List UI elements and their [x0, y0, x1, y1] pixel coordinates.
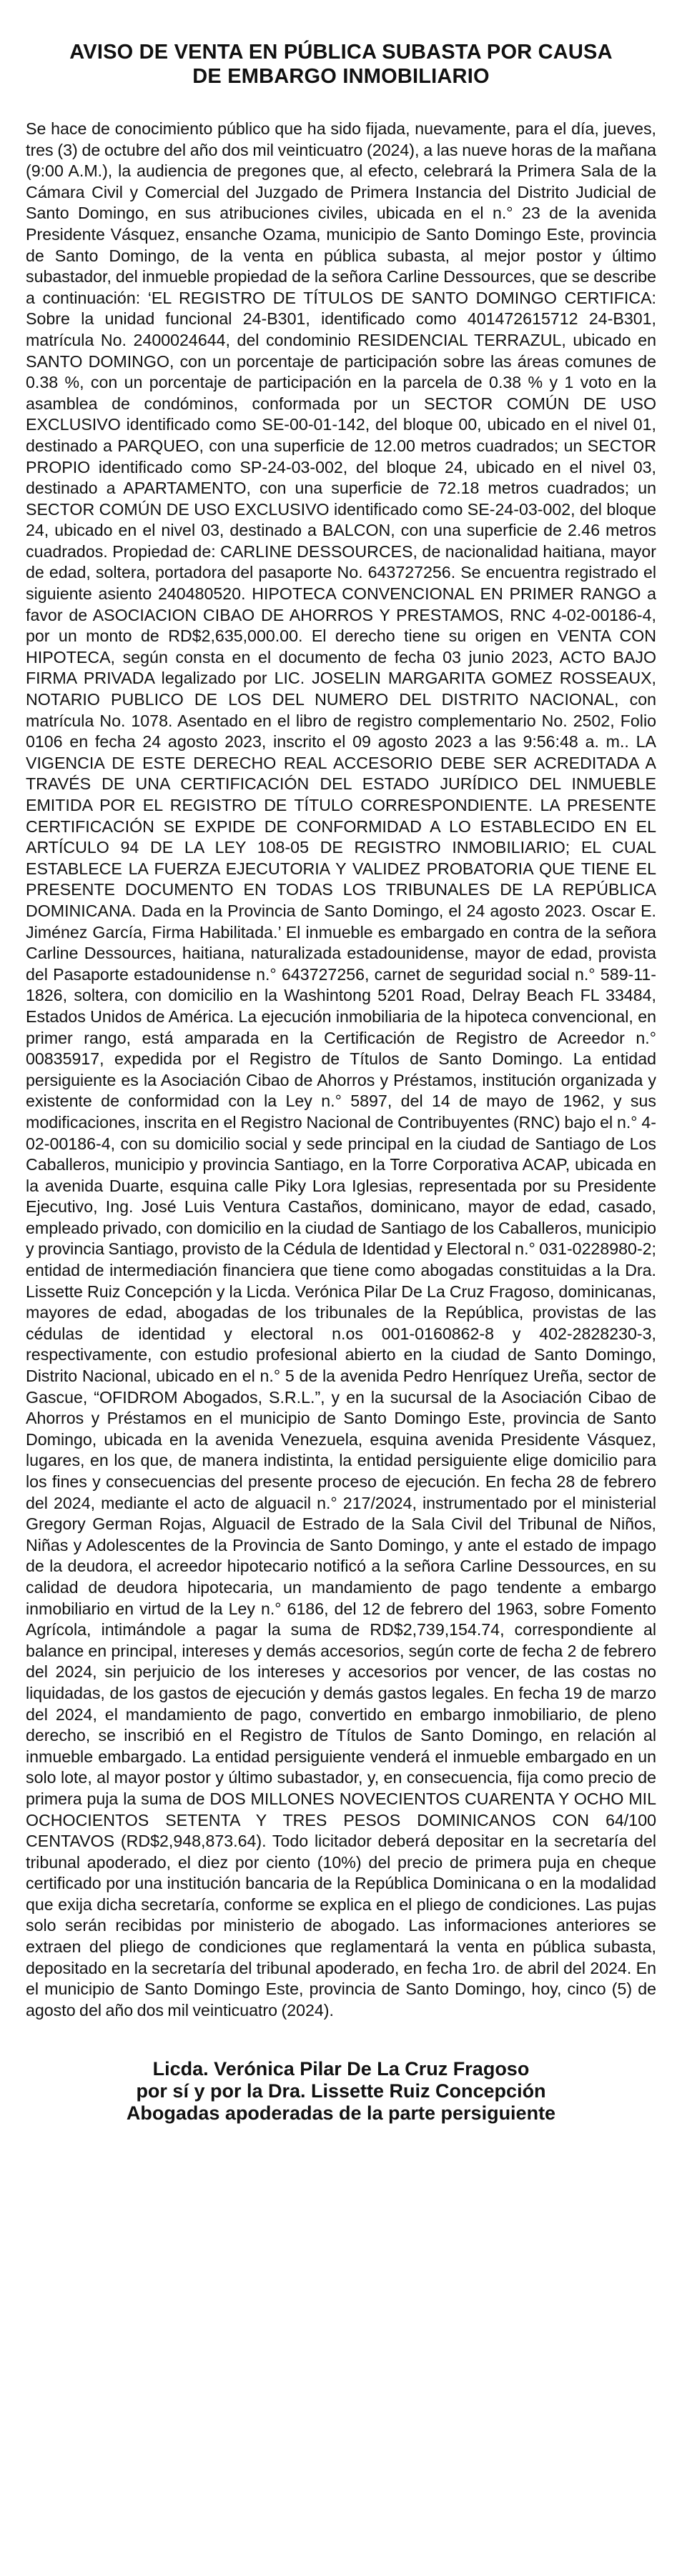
notice-body: Se hace de conocimiento público que ha sido fijada, nuevamente, para el día, jueves, tres (3) de octubre del año dos mil veinticuatro (2024), a las nueve horas de la mañana (9:00 A.M.), la audiencia de pregones que, al efecto, celebrará la Primera Sala de la Cámara Civil y Comercial del Juzgado de Primera Instancia del Distrito Judicial de Santo Domingo, en sus atribuciones civiles, ubicada en el n.° 23 de la avenida Presidente Vásquez, ensanche Ozama, municipio de Santo Domingo Este, provincia de Santo Domingo, de la venta en pública subasta, al mejor postor y último subastador, del inmueble propiedad de la señora Carline Dessources, que se describe a continuación: ‘EL REGISTRO DE TÍTULOS DE SANTO DOMINGO CERTIFICA: Sobre la unidad funcional 24-B301, identificado como 401472615712 24-B301, matrícula No. 2400024644, del condominio RESIDENCIAL TERRAZUL, ubicado en SANTO DOMINGO, con un porcentaje de participación sobre las áreas comunes de 0.38 %, con un porcentaje de participación en la parcela de 0.38 % y 1 voto en la asamblea de condóminos, conformada por un SECTOR COMÚN DE USO EXCLUSIVO identificado como SE-00-01-142, del bloque 00, ubicado en el nivel 01, destinado a PARQUEO, con una superficie de 12.00 metros cuadrados; un SECTOR PROPIO identificado como SP-24-03-002, del bloque 24, ubicado en el nivel 03, destinado a APARTAMENTO, con una superficie de 72.18 metros cuadrados; un SECTOR COMÚN DE USO EXCLUSIVO identificado como SE-24-03-002, del bloque 24, ubicado en el nivel 03, destinado a BALCON, con una superficie de 2.46 metros cuadrados. Propiedad de: CARLINE DESSOURCES, de nacionalidad haitiana, mayor de edad, soltera, portadora del pasaporte No. 643727256. Se encuentra registrado el siguiente asiento 240480520. HIPOTECA CONVENCIONAL EN PRIMER RANGO a favor de ASOCIACION CIBAO DE AHORROS Y PRESTAMOS, RNC 4-02-00186-4, por un monto de RD$2,635,000.00. El derecho tiene su origen en VENTA CON HIPOTECA, según consta en el documento de fecha 03 junio 2023, ACTO BAJO FIRMA PRIVADA legalizado por LIC. JOSELIN MARGARITA GOMEZ ROSSEAUX, NOTARIO PUBLICO DE LOS DEL NUMERO DEL DISTRITO NACIONAL, con matrícula No. 1078. Asentado en el libro de registro complementario No. 2502, Folio 0106 en fecha 24 agosto 2023, inscrito el 09 agosto 2023 a las 9:56:48 a. m.. LA VIGENCIA DE ESTE DERECHO REAL ACCESORIO DEBE SER ACREDITADA A TRAVÉS DE UNA CERTIFICACIÓN DEL ESTADO JURÍDICO DEL INMUEBLE EMITIDA POR EL REGISTRO DE TÍTULO CORRESPONDIENTE. LA PRESENTE CERTIFICACIÓN SE EXPIDE DE CONFORMIDAD A LO ESTABLECIDO EN EL ARTÍCULO 94 DE LA LEY 108-05 DE REGISTRO INMOBILIARIO; EL CUAL ESTABLECE LA FUERZA EJECUTORIA Y VALIDEZ PROBATORIA QUE TIENE EL PRESENTE DOCUMENTO EN TODAS LOS TRIBUNALES DE LA REPÚBLICA DOMINICANA. Dada en la Provincia de Santo Domingo, el 24 agosto 2023. Oscar E. Jiménez García, Firma Habilitada.’ El inmueble es embargado en contra de la señora Carline Dessources, haitiana, naturalizada estadounidense, mayor de edad, provista del Pasaporte estadounidense n.° 643727256, carnet de seguridad social n.° 589-11-1826, soltera, con domicilio en la Washintong 5201 Road, Delray Beach FL 33484, Estados Unidos de América. La ejecución inmobiliaria de la hipoteca convencional, en primer rango, está amparada en la Certificación de Registro de Acreedor n.° 00835917, expedida por el Registro de Títulos de Santo Domingo. La entidad persiguiente es la Asociación Cibao de Ahorros y Préstamos, institución organizada y existente de conformidad con la Ley n.° 5897, del 14 de mayo de 1962, y sus modificaciones, inscrita en el Registro Nacional de Contribuyentes (RNC) bajo el n.° 4-02-00186-4, con su domicilio social y sede principal en la ciudad de Santiago de Los Caballeros, municipio y provincia Santiago, en la Torre Corporativa ACAP, ubicada en la avenida Duarte, esquina calle Piky Lora Iglesias, representada por su Presidente Ejecutivo, Ing. José Luis Ventura Castaños, dominicano, mayor de edad, casado, empleado privado, con domicilio en la ciudad de Santiago de los Caballeros, municipio y provincia Santiago, provisto de la Cédula de Identidad y Electoral n.° 031-0228980-2; entidad de intermediación financiera que tiene como abogadas constituidas a la Dra. Lissette Ruiz Concepción y la Licda. Verónica Pilar De La Cruz Fragoso, dominicanas, mayores de edad, abogadas de los tribunales de la República, provistas de las cédulas de identidad y electoral n.os 001-0160862-8 y 402-2828230-3, respectivamente, con estudio profesional abierto en la ciudad de Santo Domingo, Distrito Nacional, ubicado en el n.° 5 de la avenida Pedro Henríquez Ureña, sector de Gascue, “OFIDROM Abogados, S.R.L.”, y en la sucursal de la Asociación Cibao de Ahorros y Préstamos en el municipio de Santo Domingo Este, provincia de Santo Domingo, ubicada en la avenida Venezuela, esquina avenida Presidente Vásquez, lugares, en los que, de manera indistinta, la entidad persiguiente elige domicilio para los fines y consecuencias del presente proceso de ejecución. En fecha 28 de febrero del 2024, mediante el acto de alguacil n.° 217/2024, instrumentado por el ministerial Gregory German Rojas, Alguacil de Estrado de la Sala Civil del Tribunal de Niños, Niñas y Adolescentes de la Provincia de Santo Domingo, y ante el estado de impago de la deudora, el acreedor hipotecario notificó a la señora Carline Dessources, en su calidad de deudora hipotecaria, un mandamiento de pago tendente a embargo inmobiliario en virtud de la Ley n.° 6186, del 12 de febrero del 1963, sobre Fomento Agrícola, intimándole a pagar la suma de RD$2,739,154.74, correspondiente al balance en principal, intereses y demás accesorios, según corte de fecha 2 de febrero del 2024, sin perjuicio de los intereses y accesorios por vencer, de las costas no liquidadas, de los gastos de ejecución y demás gastos legales. En fecha 19 de marzo del 2024, el mandamiento de pago, convertido en embargo inmobiliario, de pleno derecho, se inscribió en el Registro de Títulos de Santo Domingo, en relación al inmueble embargado. La entidad persiguiente venderá el inmueble embargado en un solo lote, al mayor postor y último subastador, y, en consecuencia, fija como precio de primera puja la suma de DOS MILLONES NOVECIENTOS CUARENTA Y OCHO MIL OCHOCIENTOS SETENTA Y TRES PESOS DOMINICANOS CON 64/100 CENTAVOS (RD$2,948,873.64). Todo licitador deberá depositar en la secretaría del tribunal apoderado, el diez por ciento (10%) del precio de primera puja en cheque certificado por una institución bancaria de la República Dominicana o en la modalidad que exija dicha secretaría, conforme se explica en el pliego de condiciones. Las pujas solo serán recibidas por ministerio de abogado. Las informaciones anteriores se extraen del pliego de condiciones que reglamentará la venta en pública subasta, depositado en la secretaría del tribunal apoderado, en fecha 1ro. de abril del 2024. En el municipio de Santo Domingo Este, provincia de Santo Domingo, hoy, cinco (5) de agosto del año dos mil veinticuatro (2024). [26, 119, 656, 2020]
signature-line-1: Licda. Verónica Pilar De La Cruz Fragoso [152, 2058, 530, 2080]
notice-title-line-1: AVISO DE VENTA EN PÚBLICA SUBASTA POR CAUSA [69, 41, 613, 64]
signature-line-2: por sí y por la Dra. Lissette Ruiz Concepción [136, 2080, 546, 2102]
signature-line-3: Abogadas apoderadas de la parte persiguiente [126, 2102, 556, 2125]
signature-block [26, 2058, 656, 2125]
notice-title-line-2: DE EMBARGO INMOBILIARIO [192, 65, 490, 88]
notice-title [26, 40, 656, 89]
